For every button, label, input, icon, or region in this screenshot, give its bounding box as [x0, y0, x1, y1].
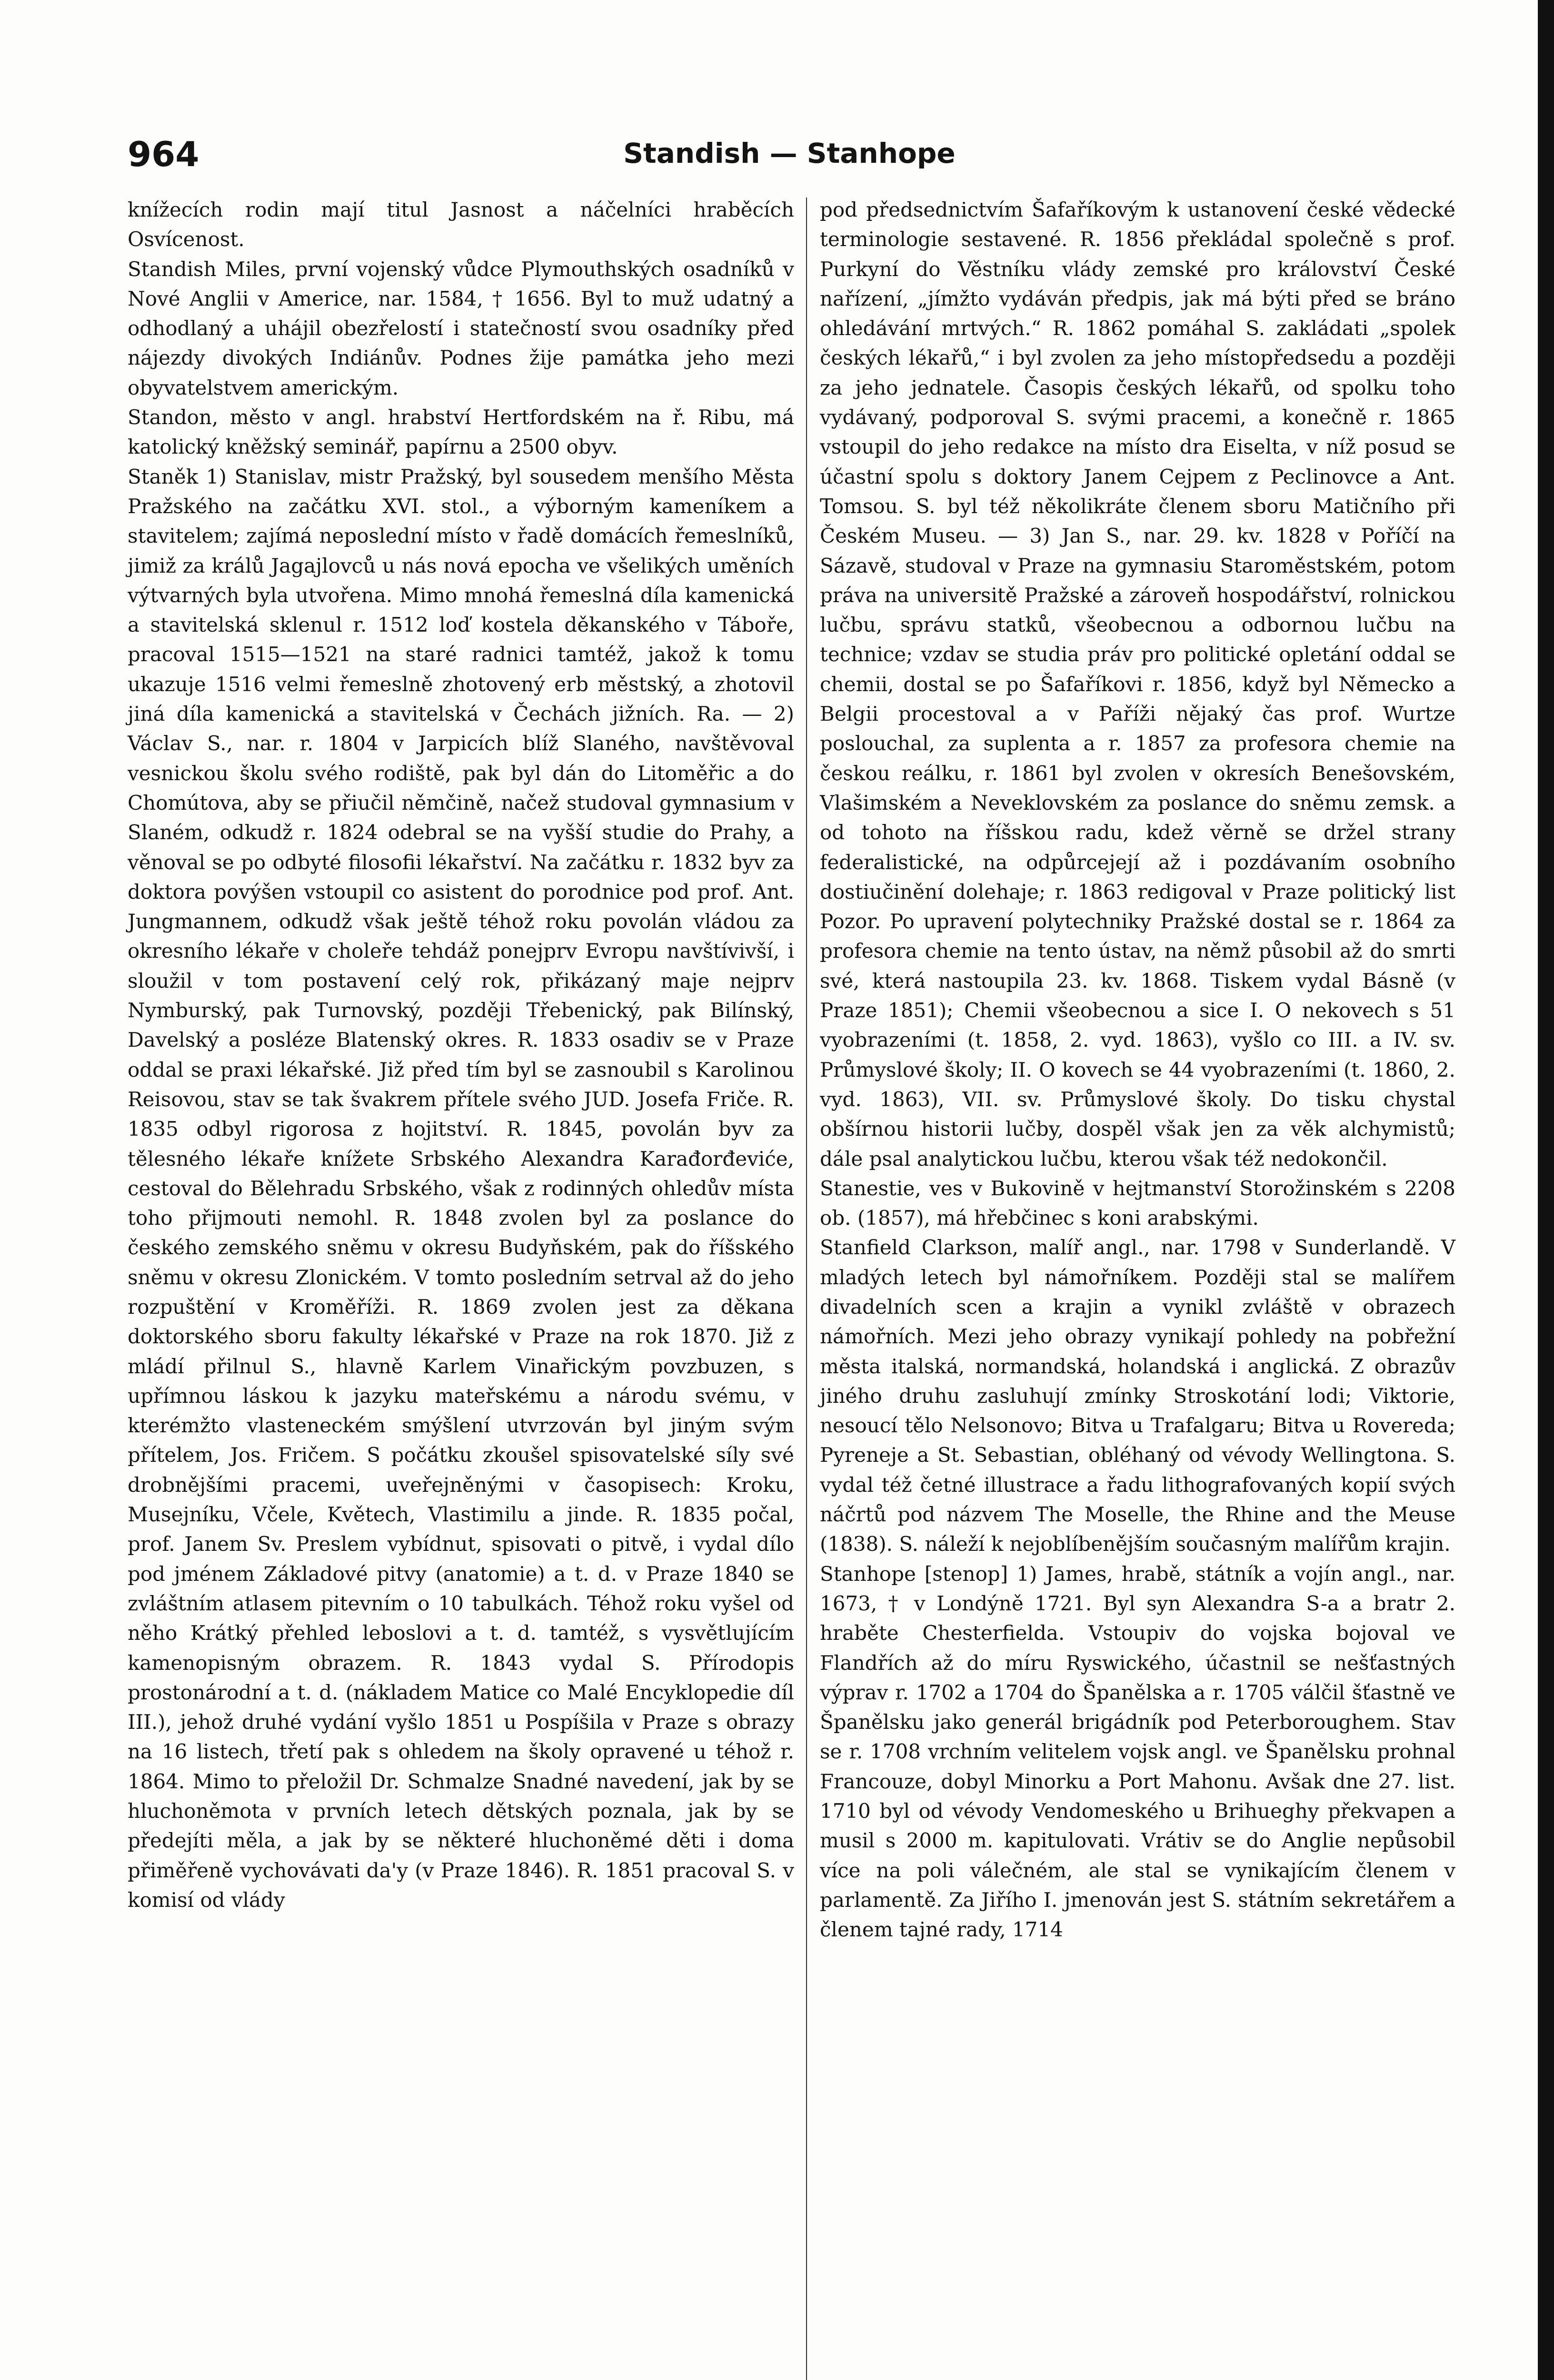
entry-stanfield: Stanfield Clarkson, malíř angl., nar. 1798 v Sunderlandě. V mladých letech byl námořníkem. Později stal se malířem divadelních scen a krajin a vynikl zvláště v obrazech námořních. Mezi jeho obrazy vynikají pohledy na pobřežní města italská, normandská, holandská i anglická. Z obrazův jiného druhu zasluhují zmínky Stroskotání lodi; Viktorie, nesoucí tělo Nelsonovo; Bitva u Trafalgaru; Bitva u Rovereda; Pyreneje a St. Sebastian, obléhaný od vévody Wellingtona. S. vydal též četné illustrace a řadu lithografovaných kopií svých náčrtů pod názvem The Moselle, the Rhine and the Meuse (1838). S. náleží k nejoblíbenějším současným malířům krajin.: [820, 1236, 1455, 1556]
scan-edge: [1538, 0, 1554, 2380]
page-number: 964: [128, 134, 199, 174]
right-column: [820, 195, 1455, 1945]
entry-standish: Standish Miles, první vojenský vůdce Plymouthských osadníků v Nové Anglii v Americe, nar. 1584, † 1656. Byl to muž udatný a odhodlaný a uhájil obezřelostí i statečností svou osadníky před nájezdy divokých Indiánův. Podnes žije památka jeho mezi obyvatelstvem americkým.: [128, 257, 794, 399]
left-column: [128, 195, 794, 1915]
entry-stanhope: Stanhope [stenop] 1) James, hrabě, státník a vojín angl., nar. 1673, † v Londýně 1721. Byl syn Alexandra S-a a bratr 2. hraběte Chesterfielda. Vstoupiv do vojska bojoval ve Flandřích až do míru Ryswického, účastnil se nešťastných výprav r. 1702 a 1704 do Španělska a r. 1705 válčil šťastně ve Španělsku jako generál brigádník pod Peterboroughem. Stav se r. 1708 vrchním velitelem vojsk angl. ve Španělsku prohnal Francouze, dobyl Minorku a Port Mahonu. Avšak dne 27. list. 1710 byl od vévody Vendomeského u Brihueghy překvapen a musil s 2000 m. kapitulovati. Vrátiv se do Anglie nepůsobil více na poli válečném, ale stal se vynikajícím členem v parlamentě. Za Jiřího I. jmenován jest S. státním sekretářem a členem tajné rady, 1714: [820, 1562, 1455, 1942]
entry-stanek-continued: pod předsednictvím Šafaříkovým k ustanovení české vědecké terminologie sestavené. R. 1856 překládal společně s prof. Purkyní do Věstníku vlády zemské pro království České nařízení, „jímžto vydáván předpis, jak má býti před se bráno ohledávání mrtvých.“ R. 1862 pomáhal S. zakládati „spolek českých lékařů,“ i byl zvolen za jeho místopředsedu a později za jeho jednatele. Časopis českých lékařů, od spolku toho vydávaný, podporoval S. svými pracemi, a konečně r. 1865 vstoupil do jeho redakce na místo dra Eiselta, v níž posud se účastní spolu s doktory Janem Cejpem z Peclinovce a Ant. Tomsou. S. byl též několikráte členem sboru Matičního při Českém Museu. — 3) Jan S., nar. 29. kv. 1828 v Poříčí na Sázavě, studoval v Praze na gymnasiu Staroměstském, potom práva na universitě Pražské a zároveň hospodářství, rolnickou lučbu, správu statků, všeobecnou a odbornou lučbu na technice; vzdav se studia práv pro politické opletání oddal se chemii, dostal se po Šafaříkovi r. 1856, když byl Německo a Belgii procestoval a v Paříži nějaký čas prof. Wurtze poslouchal, za suplenta a r. 1857 za profesora chemie na českou reálku, r. 1861 byl zvolen v okresích Benešovském, Vlašimském a Neveklovském za poslance do sněmu zemsk. a od tohoto na říšskou radu, kdež věrně se držel strany federalistické, na odpůrcejejí až i pozdávaním osobního dostiučinění dolehaje; r. 1863 redigoval v Praze politický list Pozor. Po upravení polytechniky Pražské dostal se r. 1864 za profesora chemie na tento ústav, na němž působil až do smrti své, která nastoupila 23. kv. 1868. Tiskem vydal Básně (v Praze 1851); Chemii všeobecnou a sice I. O nekovech s 51 vyobrazeními (t. 1858, 2. vyd. 1863), vyšlo co III. a IV. sv. Průmyslové školy; II. O kovech se 44 vyobrazeními (t. 1860, 2. vyd. 1863), VII. sv. Průmyslové školy. Do tisku chystal obšírnou historii lučby, dospěl však jen za věk alchymistů; dále psal analytickou lučbu, kterou však též nedokončil.: [820, 198, 1455, 1170]
entry-stanek: Staněk 1) Stanislav, mistr Pražský, byl sousedem menšího Města Pražského na začátku XVI. stol., a výborným kameníkem a stavitelem; zajímá neposlední místo v řadě domácích řemeslníků, jimiž za králů Jagajlovců u nás nová epocha ve všelikých uměních výtvarných byla utvořena. Mimo mnohá řemeslná díla kamenická a stavitelská sklenul r. 1512 loď kostela děkanského v Táboře, pracoval 1515—1521 na staré radnici tamtéž, jakož k tomu ukazuje 1516 velmi řemeslně zhotovený erb městský, a zhotovil jiná díla kamenická a stavitelská v Čechách jižních. Ra. — 2) Václav S., nar. r. 1804 v Jarpicích blíž Slaného, navštěvoval vesnickou školu svého rodiště, pak byl dán do Litoměřic a do Chomútova, aby se přiučil němčině, načež studoval gymnasium v Slaném, odkudž r. 1824 odebral se na vyšší studie do Prahy, a věnoval se po odbyté filosofii lékařství. Na začátku r. 1832 byv za doktora povýšen vstoupil co asistent do porodnice pod prof. Ant. Jungmannem, odkudž však ještě téhož roku povolán vládou za okresního lékaře v choleře tehdáž ponejprv Evropu navštívivší, i sloužil v tom postavení celý rok, přikázaný maje nejprv Nymburský, pak Turnovský, později Třebenický, pak Bilínský, Davelský a posléze Blatenský okres. R. 1833 osadiv se v Praze oddal se praxi lékařské. Již před tím byl se zasnoubil s Karolinou Reisovou, stav se tak švakrem přítele svého JUD. Josefa Friče. R. 1835 odbyl rigorosa z hojitství. R. 1845, povolán byv za tělesného lékaře knížete Srbského Alexandra Karađorđeviće, cestoval do Bělehradu Srbského, však z rodinných ohledův místa toho přijmouti nemohl. R. 1848 zvolen byl za poslance do českého zemského sněmu v okresu Budyňském, pak do říšského sněmu v okresu Zlonickém. V tomto posledním setrval až do jeho rozpuštění v Kroměříži. R. 1869 zvolen jest za děkana doktorského sboru fakulty lékařské v Praze na rok 1870. Již z mládí přilnul S., hlavně Karlem Vinařickým povzbuzen, s upřímnou láskou k jazyku mateřskému a národu svému, v kterémžto vlasteneckém smýšlení utvrzován byl jiným svým přítelem, Jos. Fričem. S počátku zkoušel spisovatelské síly své drobnějšími pracemi, uveřejněnými v časopisech: Kroku, Musejníku, Včele, Květech, Vlastimilu a jinde. R. 1835 počal, prof. Janem Sv. Preslem vybídnut, spisovati o pitvě, i vydal dílo pod jménem Základové pitvy (anatomie) a t. d. v Praze 1840 se zvláštním atlasem pitevním o 10 tabulkách. Téhož roku vyšel od něho Krátký přehled leboslovi a t. d. tamtéž, s vysvětlujícím kamenopisným obrazem. R. 1843 vydal S. Přírodopis prostonárodní a t. d. (nákladem Matice co Malé Encyklopedie díl III.), jehož druhé vydání vyšlo 1851 u Pospíšila v Praze s obrazy na 16 listech, třetí pak s ohledem na školy opravené u téhož r. 1864. Mimo to přeložil Dr. Schmalze Snadné navedení, jak by se hluchoněmota v prvních letech dětských poznala, jak by se předejíti měla, a jak by se některé hluchoněmé děti i doma přiměřeně vychovávati da'y (v Praze 1846). R. 1851 pracoval S. v komisí od vlády: [128, 465, 794, 1912]
running-head: Standish — Stanhope: [623, 137, 956, 169]
entry-stanestie: Stanestie, ves v Bukovině v hejtmanství Storožinském s 2208 ob. (1857), má hřebčinec s koni arabskými.: [820, 1176, 1455, 1230]
page-header: [128, 134, 1451, 191]
entry-standon: Standon, město v angl. hrabství Hertfordském na ř. Ribu, má katolický kněžský seminář, papírnu a 2500 obyv.: [128, 406, 794, 459]
entry-continuation: knížecích rodin mají titul Jasnost a náčelníci hraběcích Osvícenost.: [128, 198, 794, 251]
column-divider: [806, 198, 807, 2380]
